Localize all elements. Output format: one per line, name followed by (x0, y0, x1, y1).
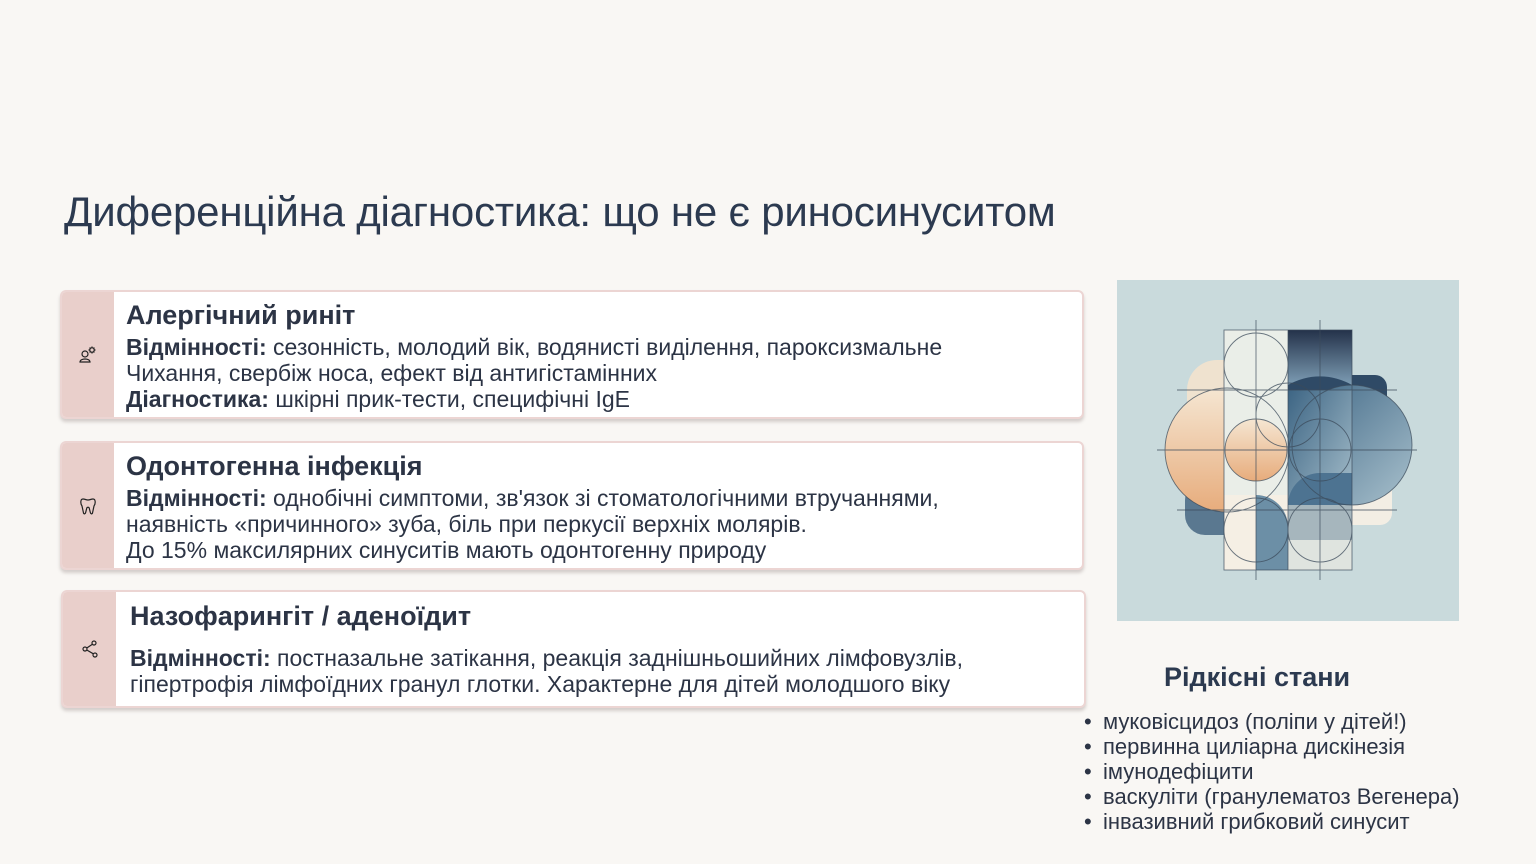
card-line: Відмінності: сезонність, молодий вік, водянисті виділення, пароксизмальне (126, 334, 943, 360)
list-item: • муковісцидоз (поліпи у дітей!) (1084, 709, 1460, 734)
list-item: • інвазивний грибковий синусит (1084, 809, 1460, 834)
slide-title: Диференційна діагностика: що не є риносинуситом (64, 188, 1056, 235)
list-item: • імунодефіцити (1084, 759, 1460, 784)
tooth-icon (78, 496, 98, 516)
allergy-icon (78, 345, 98, 365)
rare-conditions-list (1084, 709, 1460, 834)
abstract-art-image (1117, 280, 1459, 621)
card-title: Алергічний риніт (126, 300, 356, 330)
card-nasopharyngitis (61, 590, 1086, 708)
card-stripe (62, 292, 114, 417)
list-item: • васкуліти (гранулематоз Вегенера) (1084, 784, 1460, 809)
card-allergic-rhinitis (60, 290, 1084, 419)
card-title: Одонтогенна інфекція (126, 451, 423, 481)
rare-conditions-heading: Рідкісні стани (1164, 662, 1351, 692)
card-odontogenic-infection (60, 441, 1084, 570)
card-title: Назофарингіт / аденоїдит (130, 601, 472, 631)
abstract-illustration (1117, 280, 1459, 621)
card-line: Чихання, свербіж носа, ефект від антигістамінних (126, 360, 658, 386)
list-item: • первинна циліарна дискінезія (1084, 734, 1460, 759)
card-line: До 15% максилярних синуситів мають одонтогенну природу (126, 537, 767, 563)
card-line: Діагностика: шкірні прик-тести, специфічні IgE (126, 386, 631, 412)
card-line: Відмінності: постназальне затікання, реакція заднішньошийних лімфовузлів, (130, 645, 963, 671)
card-line: гіпертрофія лімфоїдних гранул глотки. Характерне для дітей молодшого віку (130, 671, 951, 697)
card-line: наявність «причинного» зуба, біль при перкусії верхніх молярів. (126, 511, 807, 537)
molecule-icon (80, 639, 100, 659)
card-stripe (63, 592, 116, 706)
card-line: Відмінності: однобічні симптоми, зв'язок зі стоматологічними втручаннями, (126, 485, 939, 511)
card-stripe (62, 443, 114, 568)
